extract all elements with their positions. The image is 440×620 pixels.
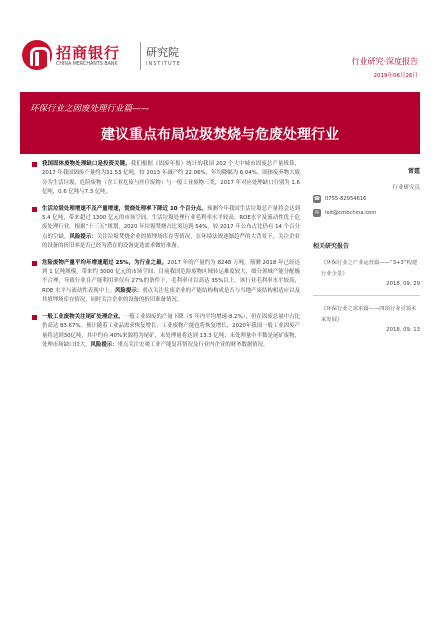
paragraph-lead: 我国固体废物处理缺口是投资关键。 [42,161,131,167]
institute-name-en: INSTITUTE [146,61,181,67]
risk-label: 风险提示： [90,341,118,348]
author-role: 行业研究员 [392,185,420,191]
paragraph-lead: 一般工业废物关注尾矿处理企业。 [42,313,124,320]
paragraph-body: 2017 年的产量约为 8248 万吨，预测 2018 年已经达到 1 亿吨规模，带来约 3000 亿元的市场空间。目前我国危险废物区域转运难度较大，细分领域产能分配极不合理，导致行业在产能利用率仅有 27%的条件下，毛利率可以高达 35%以上。该行业毛利率水平较高，ROE 水平与流动性表现中上。 [42,259,301,294]
phone-icon: ☎ [313,196,321,202]
related-report-title[interactable]: 《环保行业之产业运营篇——“3+3”构建行业全景》 [321,260,418,277]
divider [313,295,420,296]
summary-paragraph [32,160,300,198]
report-type: 行业研究·深度报告 [351,57,418,66]
summary-paragraph [32,259,300,306]
sidebar [313,160,420,333]
report-header [0,0,440,92]
bullet-icon [32,162,37,167]
brand-logo [22,40,202,74]
report-title: 建议重点布局垃圾焚烧与危废处理行业 [101,127,339,143]
paragraph-body: 预测今年我国生活垃圾总产量将会达到 5.4 亿吨，带来超过 1300 亿元的市场空间。生活垃圾处理行业毛利率水平较高，ROE水平及流动性优于危废处理行业。根据“十三五”规划，2020 年垃圾焚烧占比须达到 54%，较 2017 年公布占比仍有 14 个百分点的空缺。 [42,205,300,240]
email-text: leit@cmbchina.com [325,210,377,216]
brand-name-en: CHINA MERCHANTS BANK [56,62,118,67]
related-report-title[interactable]: 《环保行业之需求篇——四项行业引领未来发展》 [321,306,417,323]
paragraph-lead: 生活垃圾处理增速不及产量增速，焚烧处理率下降近 10 个百分点。 [42,205,207,212]
paragraph-lead: 危险废物产量平均年增速超过 25%，为行业之最。 [42,259,168,266]
institute-name-cn: 研究院 [146,46,179,59]
author-email[interactable] [313,208,420,219]
logo-divider [140,42,141,70]
related-report-date: 2018. 09. 13 [386,327,420,333]
paragraph-body: 我们根据《固废年报》统计的我国 202 个大中城市固废总产量推算，2017 年我国固废产量约为31.53 亿吨，较 2013 年减产约 22.06%，年均降幅为 6.04%。固体废弃物大致分为生活垃圾、危险废物（含工业危废与医疗废物）与一般工业废物三类，2017 年对应处理缺口分别为 1.6 亿吨、0.6 亿吨与7.3 亿吨。 [42,161,300,196]
risk-text: 关注垃圾焚烧企业的填埋场库存等情况，在环境法规逐渐趋严的大背景下，关注企业的设备的折旧率是否已经为潜在的设备更迭需求做好准备。 [42,233,300,250]
phone-text: 0755-82954616 [325,196,367,202]
paragraph-body: 一般工业固废的产量下降（5 年内平均增速-8.2%），但在固废总量中占比仍高达 83.67%。预计随着工业品需求恢复增长，工业废物产能也将恢复增长，2020年我国一般工业固废产量将达到30亿吨，其中约有 40%来源将为尾矿，未处理量将达到 13.3 亿吨；未处理量中半数是尾矿废物，处理市场缺口较大。 [42,313,300,348]
bullet-icon [32,261,37,266]
summary-paragraph [32,205,300,252]
risk-label: 风险提示： [115,287,143,294]
summary-paragraph [32,313,300,351]
report-date: 2019年06月26日 [373,73,418,79]
bank-logo-icon [22,40,52,70]
summary-body [32,160,300,357]
related-report-date: 2018. 09. 29 [386,281,420,287]
bullet-icon [32,315,37,320]
risk-label: 风险提示： [69,233,97,240]
title-banner [20,92,420,154]
mail-icon: ✉ [314,210,320,216]
brand-name-cn: 招商银行 [56,44,121,62]
related-reports-heading: 相关研究报告 [313,243,350,250]
author-name: 雷霆 [407,168,420,175]
risk-text: 重点关注宏观工业产能复苏情况及行业内企业的财务数据情况。 [117,341,269,348]
author-phone [313,194,420,205]
series-subtitle: 环保行业之固废处理行业篇—— [30,104,150,114]
bullet-icon [32,207,37,212]
risk-text: 重点关注危废企业的产能结构构成是否与当地产废结构相适应以及其填埋场库存情况，同时关注企业的设备的折旧准备情况。 [42,287,300,304]
